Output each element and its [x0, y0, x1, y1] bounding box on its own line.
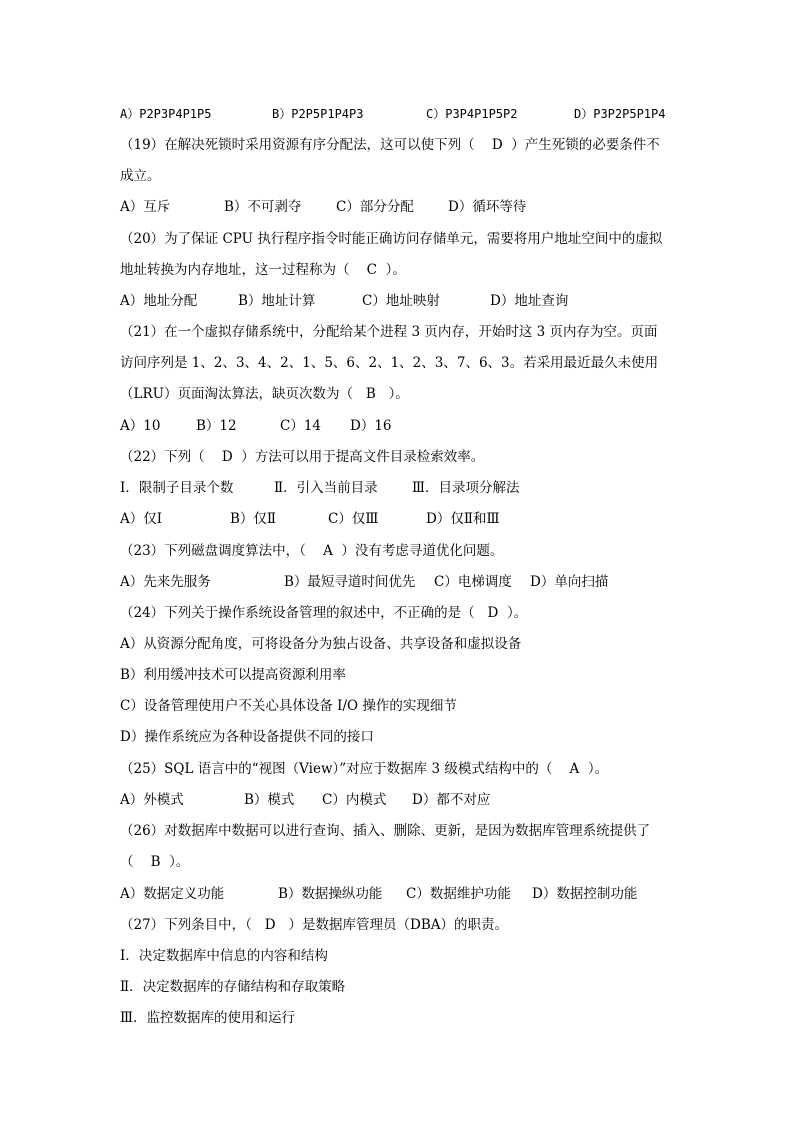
text-line: 成立。 [120, 168, 161, 184]
option-item: D）循环等待 [448, 199, 527, 215]
option-item: A）数据定义功能 [120, 886, 225, 902]
option-item: A）仅Ⅰ [120, 511, 163, 527]
option-item: B）不可剥夺 [224, 199, 302, 215]
option-item: D）都不对应 [412, 792, 491, 808]
text-line: （26）对数据库中数据可以进行查询、插入、删除、更新，是因为数据库管理系统提供了 [120, 823, 651, 839]
option-item: C）数据维护功能 [406, 886, 511, 902]
option-item: B）数据操纵功能 [278, 886, 383, 902]
text-line: Ⅲ．监控数据库的使用和运行 [120, 1010, 296, 1026]
text-line: （22）下列（ D ）方法可以用于提高文件目录检索效率。 [120, 449, 485, 465]
text-line: （LRU）页面淘汰算法，缺页次数为（ B ）。 [120, 386, 409, 402]
text-line: 地址转换为内存地址，这一过程称为（ C ）。 [120, 262, 406, 278]
text-line: A）从资源分配角度，可将设备分为独占设备、共享设备和虚拟设备 [120, 636, 522, 652]
text-line: （23）下列磁盘调度算法中，（ A ）没有考虑寻道优化问题。 [120, 543, 504, 559]
option-item: B）仅Ⅱ [230, 511, 277, 527]
option-item: D）仅Ⅱ和Ⅲ [426, 511, 500, 527]
option-item: B）地址计算 [238, 293, 316, 309]
text-line: （27）下列条目中，（ D ）是数据库管理员（DBA）的职责。 [120, 917, 508, 933]
option-item: C）P3P4P1P5P2 [426, 107, 518, 121]
text-line: C）设备管理使用户不关心具体设备 I/O 操作的实现细节 [120, 698, 457, 714]
text-line: （19）在解决死锁时采用资源有序分配法，这可以使下列（ D ）产生死锁的必要条件不 [120, 137, 660, 153]
text-line: （20）为了保证 CPU 执行程序指令时能正确访问存储单元，需要将用户地址空间中的虚拟 [120, 231, 663, 247]
option-item: A）先来先服务 [120, 574, 211, 590]
option-item: B）模式 [244, 792, 295, 808]
option-item: D）数据控制功能 [532, 886, 638, 902]
option-item: C）内模式 [322, 792, 387, 808]
text-line: （25）SQL 语言中的“视图（View）”对应于数据库 3 级模式结构中的（ A ）。 [120, 761, 609, 777]
text-line: Ⅱ．决定数据库的存储结构和存取策略 [120, 979, 346, 995]
option-item: C）仅Ⅲ [328, 511, 379, 527]
option-item: C）部分分配 [336, 199, 414, 215]
option-item: Ⅱ．引入当前目录 [274, 480, 378, 496]
option-item: D）16 [350, 418, 392, 434]
option-item: A）地址分配 [120, 293, 198, 309]
option-item: B）最短寻道时间优先 [284, 574, 416, 590]
option-item: A）外模式 [120, 792, 184, 808]
option-item: D）地址查询 [490, 293, 569, 309]
option-item: B）P2P5P1P4P3 [272, 107, 364, 121]
option-item: C）地址映射 [362, 293, 440, 309]
text-line: D）操作系统应为各种设备提供不同的接口 [120, 729, 374, 745]
option-item: D）P3P2P5P1P4 [574, 107, 666, 121]
option-item: A）P2P3P4P1P5 [120, 107, 212, 121]
option-item: Ⅲ．目录项分解法 [412, 480, 520, 496]
option-item: C）电梯调度 [434, 574, 512, 590]
option-item: A）互斥 [120, 199, 171, 215]
text-line: （ B ）。 [120, 854, 190, 870]
option-item: D）单向扫描 [530, 574, 609, 590]
text-line: （24）下列关于操作系统设备管理的叙述中，不正确的是（ D ）。 [120, 605, 528, 621]
text-line: 访问序列是 1、2、3、4、2、1、5、6、2、1、2、3、7、6、3。若采用最近最久未使用 [120, 355, 659, 371]
text-line: Ⅰ．决定数据库中信息的内容和结构 [120, 948, 328, 964]
option-item: B）12 [196, 418, 237, 434]
option-item: C）14 [280, 418, 322, 434]
option-item: A）10 [120, 418, 161, 434]
text-line: （21）在一个虚拟存储系统中，分配给某个进程 3 页内存，开始时这 3 页内存为空。页面 [120, 324, 658, 340]
option-item: Ⅰ．限制子目录个数 [120, 480, 234, 496]
text-line: B）利用缓冲技术可以提高资源利用率 [120, 667, 346, 683]
